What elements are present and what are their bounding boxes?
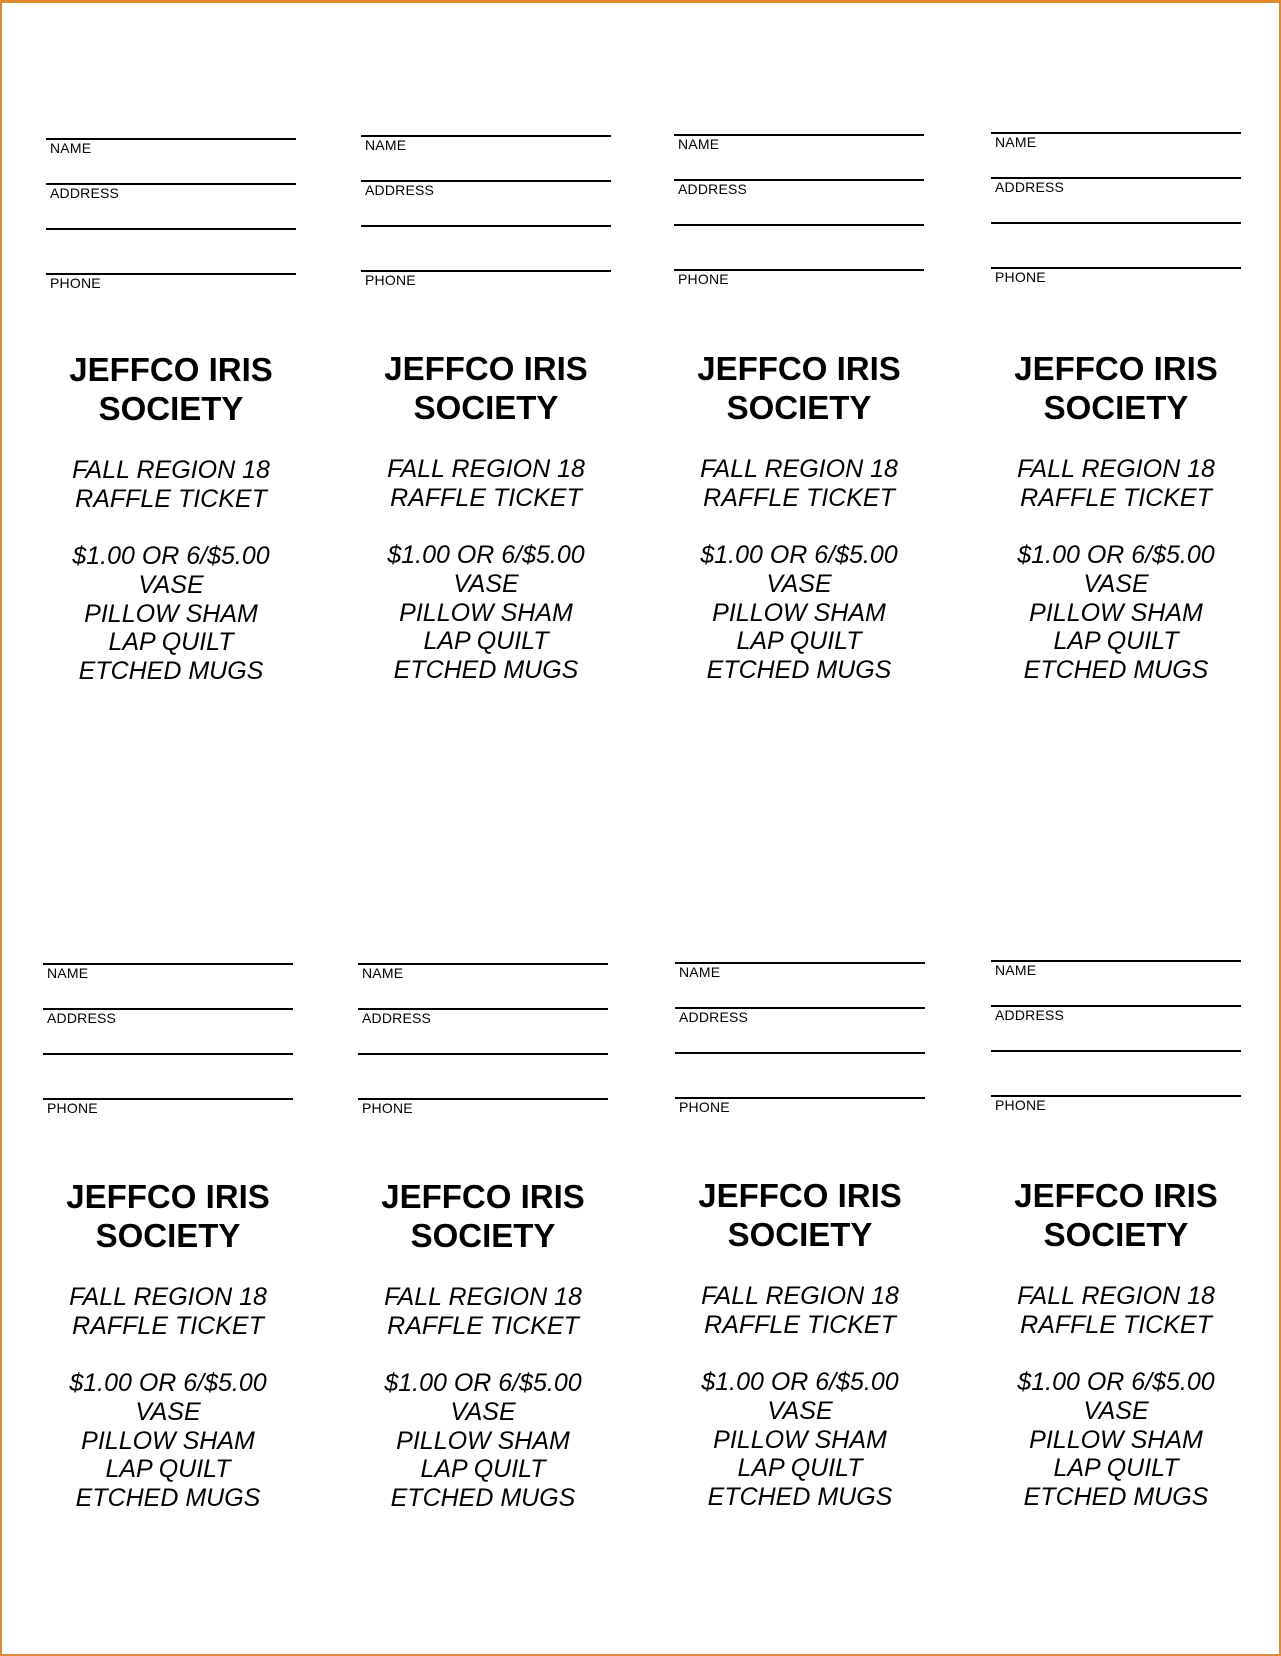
prize-item: PILLOW SHAM (84, 599, 258, 628)
prize-item: PILLOW SHAM (1029, 598, 1203, 627)
event-line-1: FALL REGION 18 (72, 456, 270, 484)
title-line-2: SOCIETY (410, 1217, 556, 1254)
address-label: ADDRESS (50, 185, 120, 201)
prize-item: PILLOW SHAM (712, 598, 886, 627)
prize-item: ETCHED MUGS (75, 1483, 261, 1512)
prize-item: VASE (453, 569, 519, 598)
address-line-2[interactable] (991, 1050, 1241, 1052)
name-label: NAME (50, 140, 92, 156)
event-line-1: FALL REGION 18 (1017, 455, 1215, 483)
title-line-2: SOCIETY (98, 390, 244, 427)
event-line-2: RAFFLE TICKET (390, 483, 582, 512)
name-label: NAME (995, 134, 1037, 150)
event-line-1: FALL REGION 18 (387, 455, 585, 483)
phone-field[interactable] (358, 1098, 608, 1115)
prize-item: LAP QUILT (736, 627, 862, 656)
ticket-details (328, 1283, 638, 1513)
prize-item: ETCHED MUGS (1023, 1482, 1209, 1511)
address-line-2[interactable] (991, 222, 1241, 224)
event-line-1: FALL REGION 18 (1017, 1282, 1215, 1310)
address-label: ADDRESS (365, 182, 435, 198)
event-line-2: RAFFLE TICKET (75, 484, 267, 513)
title-line-1: JEFFCO IRIS (698, 1177, 902, 1214)
prize-item: VASE (766, 569, 832, 598)
title-line-1: JEFFCO IRIS (1014, 350, 1218, 387)
address-line-2[interactable] (43, 1053, 293, 1055)
prize-item: ETCHED MUGS (707, 1482, 893, 1511)
phone-label: PHONE (50, 275, 101, 291)
phone-field[interactable] (46, 273, 296, 290)
society-title (328, 1177, 638, 1255)
price-text: $1.00 OR 6/$5.00 (1017, 541, 1215, 570)
prize-item: LAP QUILT (1053, 627, 1179, 656)
prize-item: VASE (138, 570, 204, 599)
address-field[interactable] (991, 177, 1241, 194)
event-line-2: RAFFLE TICKET (704, 1310, 896, 1339)
address-label: ADDRESS (47, 1010, 117, 1026)
address-label: ADDRESS (995, 1007, 1065, 1023)
title-line-1: JEFFCO IRIS (66, 1178, 270, 1215)
society-title (16, 350, 326, 428)
price-text: $1.00 OR 6/$5.00 (69, 1369, 267, 1398)
society-title (644, 349, 954, 427)
address-line-2[interactable] (358, 1053, 608, 1055)
address-field[interactable] (674, 179, 924, 196)
prize-item: ETCHED MUGS (78, 656, 264, 685)
event-line-2: RAFFLE TICKET (1020, 483, 1212, 512)
name-field[interactable] (675, 962, 925, 979)
name-label: NAME (365, 137, 407, 153)
phone-label: PHONE (995, 269, 1046, 285)
address-field[interactable] (358, 1008, 608, 1025)
name-field[interactable] (43, 963, 293, 980)
title-line-2: SOCIETY (413, 389, 559, 426)
title-line-2: SOCIETY (95, 1217, 241, 1254)
phone-field[interactable] (43, 1098, 293, 1115)
name-field[interactable] (674, 134, 924, 151)
society-title (645, 1176, 955, 1254)
prize-item: ETCHED MUGS (706, 655, 892, 684)
price-text: $1.00 OR 6/$5.00 (700, 541, 898, 570)
ticket-details (16, 456, 326, 686)
phone-label: PHONE (678, 271, 729, 287)
phone-field[interactable] (991, 267, 1241, 284)
address-field[interactable] (361, 180, 611, 197)
prize-item: ETCHED MUGS (393, 655, 579, 684)
prize-item: PILLOW SHAM (81, 1426, 255, 1455)
prize-item: PILLOW SHAM (1029, 1425, 1203, 1454)
prize-item: VASE (450, 1397, 516, 1426)
address-label: ADDRESS (362, 1010, 432, 1026)
title-line-1: JEFFCO IRIS (381, 1178, 585, 1215)
title-line-1: JEFFCO IRIS (384, 350, 588, 387)
title-line-1: JEFFCO IRIS (1014, 1177, 1218, 1214)
prize-item: ETCHED MUGS (390, 1483, 576, 1512)
price-text: $1.00 OR 6/$5.00 (1017, 1368, 1215, 1397)
prize-item: VASE (1083, 1396, 1149, 1425)
phone-field[interactable] (675, 1097, 925, 1114)
ticket-details (331, 455, 641, 685)
phone-field[interactable] (991, 1095, 1241, 1112)
ticket-details (644, 455, 954, 685)
prize-item: LAP QUILT (108, 628, 234, 657)
event-line-1: FALL REGION 18 (384, 1283, 582, 1311)
phone-label: PHONE (995, 1097, 1046, 1113)
prize-item: ETCHED MUGS (1023, 655, 1209, 684)
title-line-2: SOCIETY (1043, 1216, 1189, 1253)
society-title (961, 349, 1271, 427)
event-line-2: RAFFLE TICKET (703, 483, 895, 512)
society-title (961, 1176, 1271, 1254)
name-label: NAME (678, 136, 720, 152)
phone-label: PHONE (679, 1099, 730, 1115)
event-line-2: RAFFLE TICKET (387, 1311, 579, 1340)
event-line-1: FALL REGION 18 (700, 455, 898, 483)
prize-item: LAP QUILT (737, 1454, 863, 1483)
name-label: NAME (47, 965, 89, 981)
society-title (13, 1177, 323, 1255)
name-label: NAME (362, 965, 404, 981)
name-field[interactable] (361, 135, 611, 152)
prize-item: LAP QUILT (1053, 1454, 1179, 1483)
name-field[interactable] (991, 960, 1241, 977)
prize-item: VASE (767, 1396, 833, 1425)
ticket-details (645, 1282, 955, 1512)
address-label: ADDRESS (995, 179, 1065, 195)
ticket-details (961, 1282, 1271, 1512)
price-text: $1.00 OR 6/$5.00 (701, 1368, 899, 1397)
phone-field[interactable] (361, 270, 611, 287)
prize-item: LAP QUILT (423, 627, 549, 656)
event-line-1: FALL REGION 18 (69, 1283, 267, 1311)
address-line-2[interactable] (675, 1052, 925, 1054)
name-label: NAME (995, 962, 1037, 978)
name-field[interactable] (358, 963, 608, 980)
address-field[interactable] (46, 183, 296, 200)
phone-field[interactable] (674, 269, 924, 286)
prize-item: PILLOW SHAM (713, 1425, 887, 1454)
address-label: ADDRESS (678, 181, 748, 197)
address-line-2[interactable] (361, 225, 611, 227)
price-text: $1.00 OR 6/$5.00 (384, 1369, 582, 1398)
name-label: NAME (679, 964, 721, 980)
event-line-2: RAFFLE TICKET (1020, 1310, 1212, 1339)
event-line-1: FALL REGION 18 (701, 1282, 899, 1310)
prize-item: VASE (135, 1397, 201, 1426)
title-line-1: JEFFCO IRIS (697, 350, 901, 387)
address-line-2[interactable] (674, 224, 924, 226)
title-line-1: JEFFCO IRIS (69, 351, 273, 388)
address-field[interactable] (991, 1005, 1241, 1022)
address-field[interactable] (675, 1007, 925, 1024)
society-title (331, 349, 641, 427)
title-line-2: SOCIETY (726, 389, 872, 426)
price-text: $1.00 OR 6/$5.00 (387, 541, 585, 570)
phone-label: PHONE (47, 1100, 98, 1116)
title-line-2: SOCIETY (1043, 389, 1189, 426)
prize-item: PILLOW SHAM (399, 598, 573, 627)
name-field[interactable] (46, 138, 296, 155)
title-line-2: SOCIETY (727, 1216, 873, 1253)
address-line-2[interactable] (46, 228, 296, 230)
prize-item: LAP QUILT (105, 1455, 231, 1484)
prize-item: VASE (1083, 569, 1149, 598)
ticket-details (961, 455, 1271, 685)
ticket-details (13, 1283, 323, 1513)
name-field[interactable] (991, 132, 1241, 149)
address-label: ADDRESS (679, 1009, 749, 1025)
price-text: $1.00 OR 6/$5.00 (72, 542, 270, 571)
prize-item: LAP QUILT (420, 1455, 546, 1484)
phone-label: PHONE (365, 272, 416, 288)
address-field[interactable] (43, 1008, 293, 1025)
prize-item: PILLOW SHAM (396, 1426, 570, 1455)
phone-label: PHONE (362, 1100, 413, 1116)
event-line-2: RAFFLE TICKET (72, 1311, 264, 1340)
